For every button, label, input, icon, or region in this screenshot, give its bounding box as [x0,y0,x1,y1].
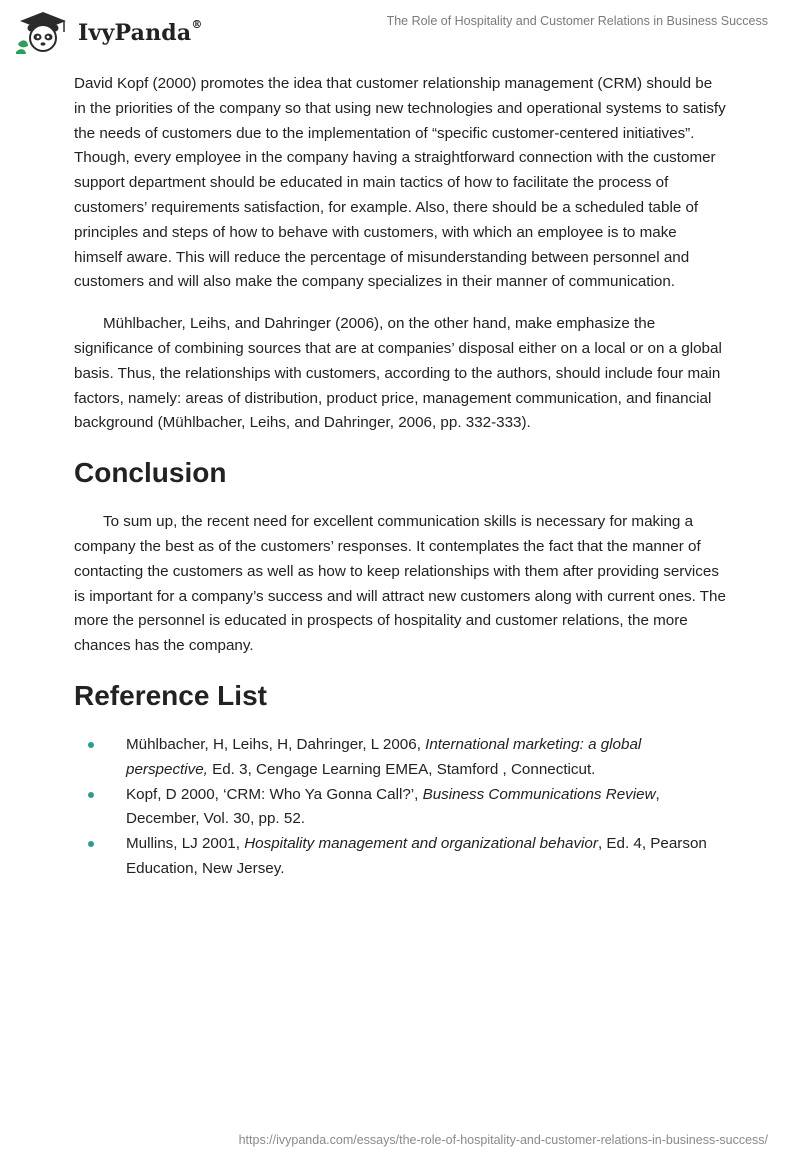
panda-graduation-cap-icon [14,10,72,54]
body-paragraph: David Kopf (2000) promotes the idea that customer relationship management (CRM) should be in the priorities of the company so that using new technologies and operational systems to satisfy the needs of customers due to the implementation of “specific customer-centered initiatives”. Though, every employee in the company having a straightforward connection with the customer support department should be educated in main tactics of how to facilitate the process of customers’ requirements satisfaction, for example. Also, there should be a scheduled table of principles and steps of how to behave with customers, with which an employee is to make himself aware. This will reduce the percentage of misunderstanding between personnel and customers and will also make the company specializes in their manner of communication. [74,75,726,291]
bullet-dot-icon [88,792,94,798]
body-paragraph: Mühlbacher, Leihs, and Dahringer (2006), on the other hand, make emphasize the significance of combining sources that are at companies’ disposal either on a local or on a global basis. Thus, the relationships with customers, according to the authors, should include four main factors, namely: areas of distribution, product price, management communication, and financial background (Mühlbacher, Leihs, and Dahringer, 2006, pp. 332-333). [74,315,722,432]
conclusion-heading: Conclusion [74,457,227,489]
reference-item: Mühlbacher, H, Leihs, H, Dahringer, L 2006, International marketing: a global perspective, Ed. 3, Cengage Learning EMEA, Stamford , Connecticut. [74,733,726,783]
reference-list [74,733,726,882]
source-url-link[interactable]: https://ivypanda.com/essays/the-role-of-hospitality-and-customer-relations-in-business-success/ [238,1133,768,1147]
bullet-dot-icon [88,742,94,748]
page-header [0,0,800,60]
document-title: The Role of Hospitality and Customer Relations in Business Success [386,14,768,28]
references-heading: Reference List [74,679,267,711]
ivypanda-logo[interactable] [14,9,203,55]
conclusion-paragraph: To sum up, the recent need for excellent communication skills is necessary for making a company the best as of the customers’ responses. It contemplates the fact that the manner of contacting the customers as well as how to keep relationships with them after providing services is important for a company’s success and will attract new customers along with current ones. The more the personnel is educated in prospects of hospitality and customer relations, the more chances has the company. [74,513,726,655]
bullet-dot-icon [88,841,94,847]
essay-content [74,72,726,882]
reference-item: Kopf, D 2000, ‘CRM: Who Ya Gonna Call?’, Business Communications Review, December, Vol. 30, pp. 52. [74,783,726,833]
logo-wordmark: IvyPanda® [78,17,203,46]
reference-item: Mullins, LJ 2001, Hospitality management and organizational behavior, Ed. 4, Pearson Education, New Jersey. [74,832,726,882]
